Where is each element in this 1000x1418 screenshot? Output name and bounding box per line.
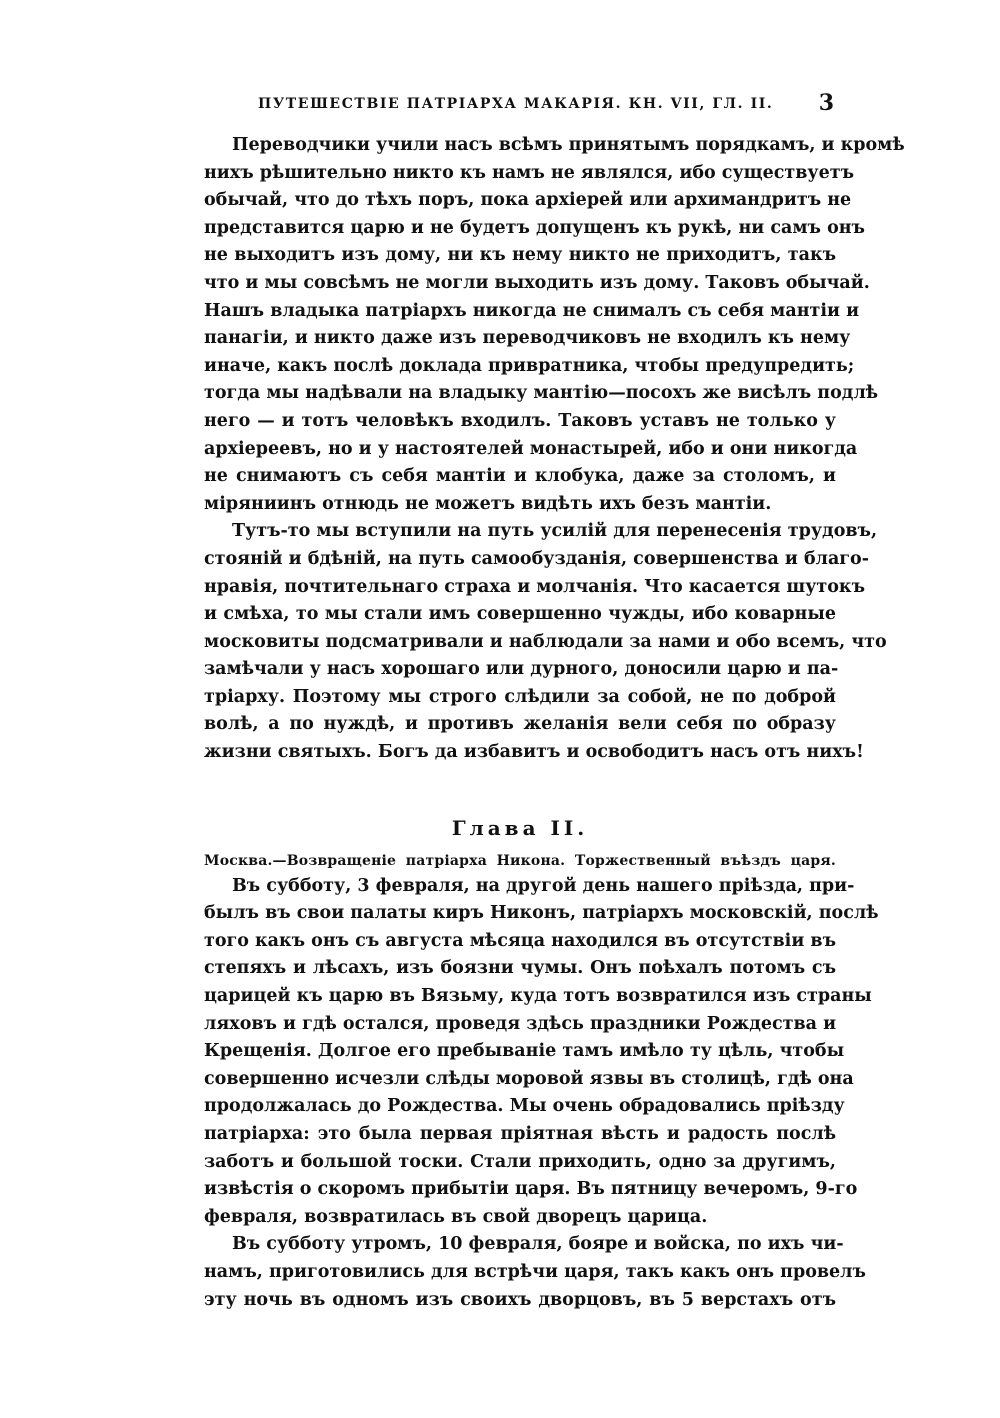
text-line: представится царю и не будетъ допущенъ къ рукѣ, ни самъ онъ — [204, 217, 865, 238]
text-line: совершенно исчезли слѣды моровой язвы въ столицѣ, гдѣ она — [204, 1068, 854, 1089]
text-line: архіереевъ, но и у настоятелей монастырей, ибо и они никогда — [204, 438, 858, 459]
text-line: иначе, какъ послѣ доклада привратника, чтобы предупредить; — [204, 355, 855, 376]
text-line: заботъ и большой тоски. Стали приходить, одно за другимъ, — [204, 1151, 836, 1172]
text-after-chapter — [204, 873, 879, 1315]
text-line: продолжалась до Рождества. Мы очень обрадовались пріѣзду — [204, 1096, 845, 1117]
text-line: февраля, возвратилась въ свой дворецъ царица. — [204, 1206, 708, 1227]
chapter-title: Глава II. — [451, 815, 589, 840]
text-line: что и мы совсѣмъ не могли выходить изъ дому. Таковъ обычай. — [204, 272, 870, 293]
text-before-chapter — [204, 132, 905, 767]
text-line: Нашъ владыка патріархъ никогда не снималъ съ себя мантіи и — [204, 300, 860, 321]
text-line: стояній и бдѣній, на путь самообузданія, совершенства и благо- — [204, 548, 869, 569]
text-line: намъ, приготовились для встрѣчи царя, такъ какъ онъ провелъ — [204, 1261, 866, 1282]
text-line: Въ субботу утромъ, 10 февраля, бояре и войска, по ихъ чи- — [232, 1234, 844, 1255]
text-line: эту ночь въ одномъ изъ своихъ дворцовъ, въ 5 верстахъ отъ — [204, 1289, 836, 1310]
text-line: былъ въ свои палаты киръ Никонъ, патріархъ московскій, послѣ — [204, 903, 879, 924]
text-line: Переводчики учили насъ всѣмъ принятымъ порядкамъ, и кромѣ — [232, 135, 905, 155]
text-line: царицей къ царю въ Вязьму, куда тотъ возвратился изъ страны — [204, 986, 872, 1007]
text-line: обычай, что до тѣхъ поръ, пока архіерей или архимандритъ не — [204, 190, 852, 211]
book-page — [204, 90, 905, 1314]
text-line: нравія, почтительнаго страха и молчанія. Что касается шутокъ — [204, 576, 865, 597]
running-title: ПУТЕШЕСТВІЕ ПАТРІАРХА МАКАРІЯ. КН. VII, ГЛ. II. — [258, 96, 774, 112]
text-line: панагіи, и никто даже изъ переводчиковъ не входилъ къ нему — [204, 328, 851, 349]
paragraph-3 — [204, 873, 879, 1232]
text-line: него — и тотъ человѣкъ входилъ. Таковъ уставъ не только у — [204, 410, 836, 431]
paragraph-4 — [204, 1231, 866, 1314]
text-line: Крещенія. Долгое его пребываніе тамъ имѣло ту цѣль, чтобы — [204, 1041, 845, 1062]
text-line: Въ субботу, 3 февраля, на другой день нашего пріѣзда, при- — [232, 875, 855, 896]
chapter-spacer — [204, 767, 836, 807]
page-number: 3 — [818, 90, 834, 116]
text-line: ляховъ и гдѣ остался, проведя здѣсь праздники Рождества и — [204, 1013, 837, 1034]
paragraph-2 — [204, 518, 887, 766]
text-line: патріарха: это была первая пріятная вѣсть и радость послѣ — [204, 1124, 836, 1144]
text-line: нихъ рѣшительно никто къ намъ не являлся, ибо существуетъ — [204, 162, 854, 183]
text-line: не снимаютъ съ себя мантіи и клобука, даже за столомъ, и — [204, 466, 836, 487]
text-line: извѣстія о скоромъ прибытіи царя. Въ пятницу вечеромъ, 9-го — [204, 1179, 858, 1200]
text-line: того какъ онъ съ августа мѣсяца находился въ отсутствіи въ — [204, 930, 836, 951]
text-line: Тутъ-то мы вступили на путь усилій для перенесенія трудовъ, — [232, 521, 878, 542]
paragraph-1 — [204, 132, 905, 518]
text-line: степяхъ и лѣсахъ, изъ боязни чумы. Онъ поѣхалъ потомъ съ — [204, 958, 836, 979]
text-line: московиты подсматривали и наблюдали за нами и обо всемъ, что — [204, 631, 887, 652]
text-line: волѣ, а по нуждѣ, и противъ желанія вели себя по образу — [204, 714, 836, 735]
text-line: не выходитъ изъ дому, ни къ нему никто не приходитъ, такъ — [204, 245, 836, 266]
text-line: міряниинъ отнюдь не можетъ видѣть ихъ безъ мантіи. — [204, 493, 772, 514]
text-line: жизни святыхъ. Богъ да избавитъ и освободитъ насъ отъ нихъ! — [204, 742, 864, 763]
text-line: тріарху. Поэтому мы строго слѣдили за собой, не по доброй — [204, 686, 836, 707]
chapter-summary: Москва.—Возвращеніе патріарха Никона. Торжественный въѣздъ царя. — [204, 852, 836, 869]
text-line: тогда мы надѣвали на владыку мантію—посохъ же висѣлъ подлѣ — [204, 383, 879, 404]
text-line: замѣчали у насъ хорошаго или дурного, доносили царю и па- — [204, 659, 839, 680]
text-line: и смѣха, то мы стали имъ совершенно чужды, ибо коварные — [204, 604, 836, 625]
running-head — [204, 92, 836, 120]
